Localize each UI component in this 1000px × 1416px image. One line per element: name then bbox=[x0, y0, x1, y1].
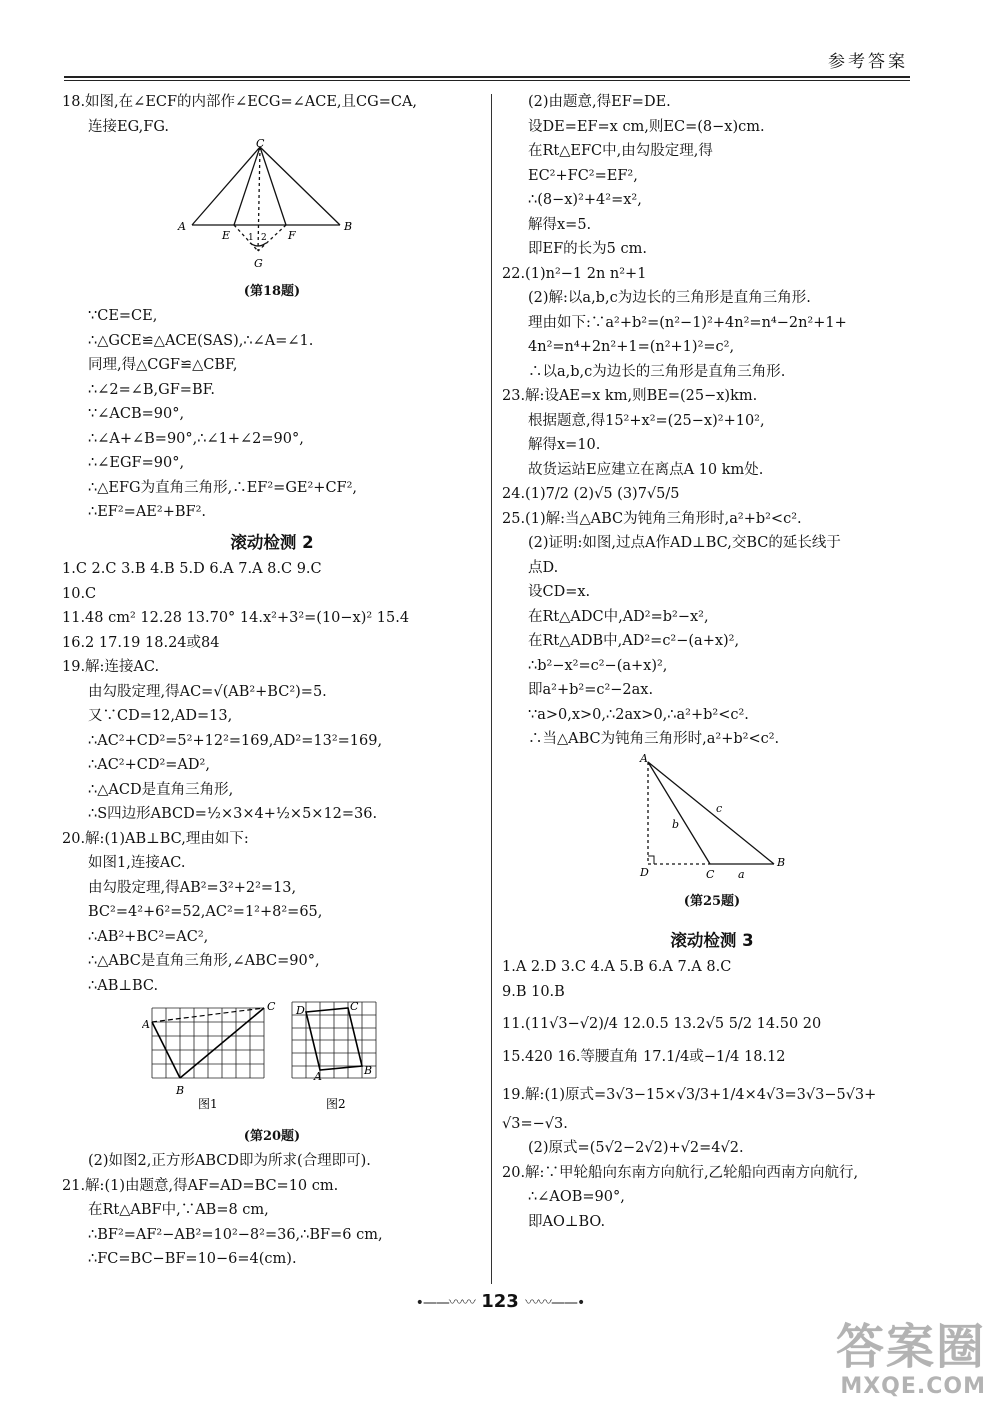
q22-line: ∴以a,b,c为边长的三角形是直角三角形. bbox=[528, 363, 786, 380]
q19-line: 19.解:连接AC. bbox=[62, 659, 160, 675]
fig2-label-D: D bbox=[296, 1004, 305, 1017]
proof-line: 同理,得△CGF≌△CBF, bbox=[88, 357, 238, 373]
section-title-2: 滚动检测 2 bbox=[230, 532, 314, 552]
label-G: G bbox=[254, 257, 263, 270]
answer-line: 1.A 2.D 3.C 4.A 5.B 6.A 7.A 8.C bbox=[502, 959, 732, 975]
q18-proof bbox=[62, 304, 482, 525]
proof-line: ∴EF²=AE²+BF². bbox=[88, 504, 206, 520]
q25-line: 25.(1)解:当△ABC为钝角三角形时,a²+b²<c². bbox=[502, 510, 802, 527]
q20-line: 由勾股定理,得AB²=3²+2²=13, bbox=[88, 879, 297, 896]
q20-line: ∴AB²+BC²=AC², bbox=[88, 928, 209, 945]
watermark-logo: 答案圈 bbox=[835, 1319, 986, 1375]
figure-18-diagram bbox=[172, 139, 372, 271]
figure-18-caption: (第18题) bbox=[243, 283, 301, 299]
footer-ornament-right: 〰〰——• bbox=[525, 1295, 585, 1311]
proof-line: ∴∠A+∠B=90°,∴∠1+∠2=90°, bbox=[88, 430, 304, 447]
q20-line: 即AO⊥BO. bbox=[528, 1213, 606, 1230]
q19-line: ∴△ACD是直角三角形, bbox=[88, 781, 234, 798]
answer-line: 9.B 10.B bbox=[502, 983, 565, 1000]
q23-line: 解得x=10. bbox=[528, 437, 601, 453]
header-rule-thin bbox=[64, 80, 910, 81]
proof-line: ∴∠2=∠B,GF=BF. bbox=[88, 381, 216, 398]
q19-line: 由勾股定理,得AC=√(AB²+BC²)=5. bbox=[88, 683, 327, 700]
label-B: B bbox=[777, 855, 786, 869]
proof-line: ∴△EFG为直角三角形,∴EF²=GE²+CF², bbox=[88, 479, 358, 496]
column-divider bbox=[491, 94, 492, 1284]
q19-line: 19.解:(1)原式=3√3−15×√3/3+1/4×4√3=3√3−5√3+ bbox=[502, 1087, 877, 1103]
proof-line: ∵CE=CE, bbox=[88, 308, 158, 324]
q22-line: 22.(1)n²−1 2n n²+1 bbox=[502, 265, 647, 282]
footer-ornament-left: •——〰〰 bbox=[415, 1295, 475, 1311]
q18-line: 连接EG,FG. bbox=[88, 118, 169, 135]
label-C: C bbox=[256, 139, 265, 150]
q19-line: ∴AC²+CD²=5²+12²=169,AD²=13²=169, bbox=[88, 732, 383, 749]
label-D: D bbox=[640, 865, 649, 879]
label-C: C bbox=[706, 867, 715, 881]
label-angle-2: 2 bbox=[261, 233, 267, 243]
answer-line: 1.C 2.C 3.B 4.B 5.D 6.A 7.A 8.C 9.C bbox=[62, 561, 322, 577]
label-E: E bbox=[222, 229, 231, 242]
q22-line: 4n²=n⁴+2n²+1=(n²+1)²=c², bbox=[528, 339, 735, 355]
section-title-3: 滚动检测 3 bbox=[670, 930, 754, 950]
figure-18 bbox=[62, 139, 482, 280]
proof-line: ∵∠ACB=90°, bbox=[88, 406, 185, 422]
q21-cont-line: 在Rt△EFC中,由勾股定理,得 bbox=[528, 143, 713, 159]
q25-line: 在Rt△ADC中,AD²=b²−x², bbox=[528, 608, 709, 625]
q21-line: 21.解:(1)由题意,得AF=AD=BC=10 cm. bbox=[62, 1177, 339, 1194]
q25-line: 点D. bbox=[528, 559, 559, 576]
figure-25-diagram bbox=[622, 752, 802, 882]
answer-line: 10.C bbox=[62, 585, 97, 602]
label-a: a bbox=[738, 867, 745, 881]
q20-line: 20.解:∵甲轮船向东南方向航行,乙轮船向西南方向航行, bbox=[502, 1164, 859, 1181]
left-column bbox=[62, 90, 482, 1272]
q19-line: (2)原式=(5√2−2√2)+√2=4√2. bbox=[528, 1140, 744, 1156]
q23-line: 23.解:设AE=x km,则BE=(25−x)km. bbox=[502, 388, 758, 404]
fig2-caption: 图2 bbox=[326, 1097, 346, 1111]
fig2-label-B: B bbox=[364, 1064, 373, 1077]
figure-25-caption: (第25题) bbox=[683, 894, 741, 909]
q25-line: 在Rt△ADB中,AD²=c²−(a+x)², bbox=[528, 633, 740, 649]
q20-line: ∴AB⊥BC. bbox=[88, 977, 159, 994]
answer-line: 16.2 17.19 18.24或84 bbox=[62, 634, 220, 651]
label-B: B bbox=[344, 220, 353, 233]
q22-line: (2)解:以a,b,c为边长的三角形是直角三角形. bbox=[528, 290, 811, 306]
q20-line: BC²=4²+6²=52,AC²=1²+8²=65, bbox=[88, 904, 323, 920]
label-A: A bbox=[640, 751, 648, 765]
q21-cont-line: (2)由题意,得EF=DE. bbox=[528, 94, 671, 110]
q24-line: 24.(1)7/2 (2)√5 (3)7√5/5 bbox=[502, 486, 680, 502]
q20-line: ∴△ABC是直角三角形,∠ABC=90°, bbox=[88, 953, 320, 969]
q20-tail: (2)如图2,正方形ABCD即为所求(合理即可). bbox=[88, 1153, 371, 1169]
fig2-label-A: A bbox=[314, 1070, 322, 1083]
q20-line: ∴∠AOB=90°, bbox=[528, 1189, 625, 1205]
fig1-label-A: A bbox=[142, 1018, 150, 1031]
fig1-caption: 图1 bbox=[198, 1097, 218, 1111]
answer-line: 11.48 cm² 12.28 13.70° 14.x²+3²=(10−x)² 15.4 bbox=[62, 610, 410, 626]
q25-line: ∵a>0,x>0,∴2ax>0,∴a²+b²<c². bbox=[528, 706, 749, 723]
watermark-url: MXQE.COM bbox=[840, 1374, 986, 1399]
label-F: F bbox=[288, 229, 296, 242]
answer-line: 15.420 16.等腰直角 17.1/4或−1/4 18.12 bbox=[502, 1048, 786, 1065]
q21-line: 在Rt△ABF中,∵AB=8 cm, bbox=[88, 1202, 269, 1218]
figure-20-diagram bbox=[142, 998, 402, 1116]
q25-line: ∴当△ABC为钝角三角形时,a²+b²<c². bbox=[528, 731, 780, 747]
page-footer bbox=[0, 1290, 1000, 1316]
proof-line: ∴△GCE≌△ACE(SAS),∴∠A=∠1. bbox=[88, 332, 314, 349]
page-header-title: 参考答案 bbox=[828, 52, 908, 72]
q18-line: 18.如图,在∠ECF的内部作∠ECG=∠ACE,且CG=CA, bbox=[62, 94, 418, 110]
proof-line: ∴∠EGF=90°, bbox=[88, 455, 185, 471]
q20-line: 20.解:(1)AB⊥BC,理由如下: bbox=[62, 830, 249, 847]
watermark bbox=[836, 1320, 986, 1400]
q25-line: 即a²+b²=c²−2ax. bbox=[528, 682, 654, 698]
fig1-label-B: B bbox=[176, 1084, 185, 1097]
figure-20 bbox=[62, 998, 482, 1125]
label-A: A bbox=[178, 220, 186, 233]
fig1-label-C: C bbox=[267, 1000, 276, 1013]
q19-line: ∴S四边形ABCD=½×3×4+½×5×12=36. bbox=[88, 806, 378, 822]
label-b: b bbox=[672, 817, 680, 831]
q21-cont-line: EC²+FC²=EF², bbox=[528, 167, 638, 184]
q19-line: √3=−√3. bbox=[502, 1115, 568, 1132]
q25-line: (2)证明:如图,过点A作AD⊥BC,交BC的延长线于 bbox=[528, 535, 841, 551]
fig2-label-C: C bbox=[350, 1000, 359, 1013]
q21-line: ∴BF²=AF²−AB²=10²−8²=36,∴BF=6 cm, bbox=[88, 1226, 383, 1243]
q25-line: ∴b²−x²=c²−(a+x)², bbox=[528, 657, 668, 674]
figure-25 bbox=[502, 752, 922, 891]
q21-cont-line: 解得x=5. bbox=[528, 216, 592, 233]
q19-line: ∴AC²+CD²=AD², bbox=[88, 757, 210, 773]
q22-line: 理由如下:∵a²+b²=(n²−1)²+4n²=n⁴−2n²+1+ bbox=[528, 314, 847, 331]
q21-cont-line: 设DE=EF=x cm,则EC=(8−x)cm. bbox=[528, 118, 765, 135]
q19-line: 又∵CD=12,AD=13, bbox=[88, 708, 233, 724]
label-angle-1: 1 bbox=[248, 233, 254, 243]
right-column bbox=[502, 90, 922, 1234]
q20-line: 如图1,连接AC. bbox=[88, 855, 186, 871]
q23-line: 根据题意,得15²+x²=(25−x)²+10², bbox=[528, 412, 765, 429]
answer-line: 11.(11√3−√2)/4 12.0.5 13.2√5 5/2 14.50 20 bbox=[502, 1016, 822, 1032]
figure-20-caption: (第20题) bbox=[243, 1128, 301, 1144]
q21-cont-line: ∴(8−x)²+4²=x², bbox=[528, 192, 642, 208]
q21-line: ∴FC=BC−BF=10−6=4(cm). bbox=[88, 1251, 297, 1267]
header-rule bbox=[64, 76, 910, 78]
q25-line: 设CD=x. bbox=[528, 584, 591, 600]
q23-line: 故货运站E应建立在离点A 10 km处. bbox=[528, 461, 764, 478]
q21-cont-line: 即EF的长为5 cm. bbox=[528, 241, 647, 257]
page-number: 123 bbox=[481, 1291, 519, 1312]
label-c: c bbox=[716, 801, 723, 815]
